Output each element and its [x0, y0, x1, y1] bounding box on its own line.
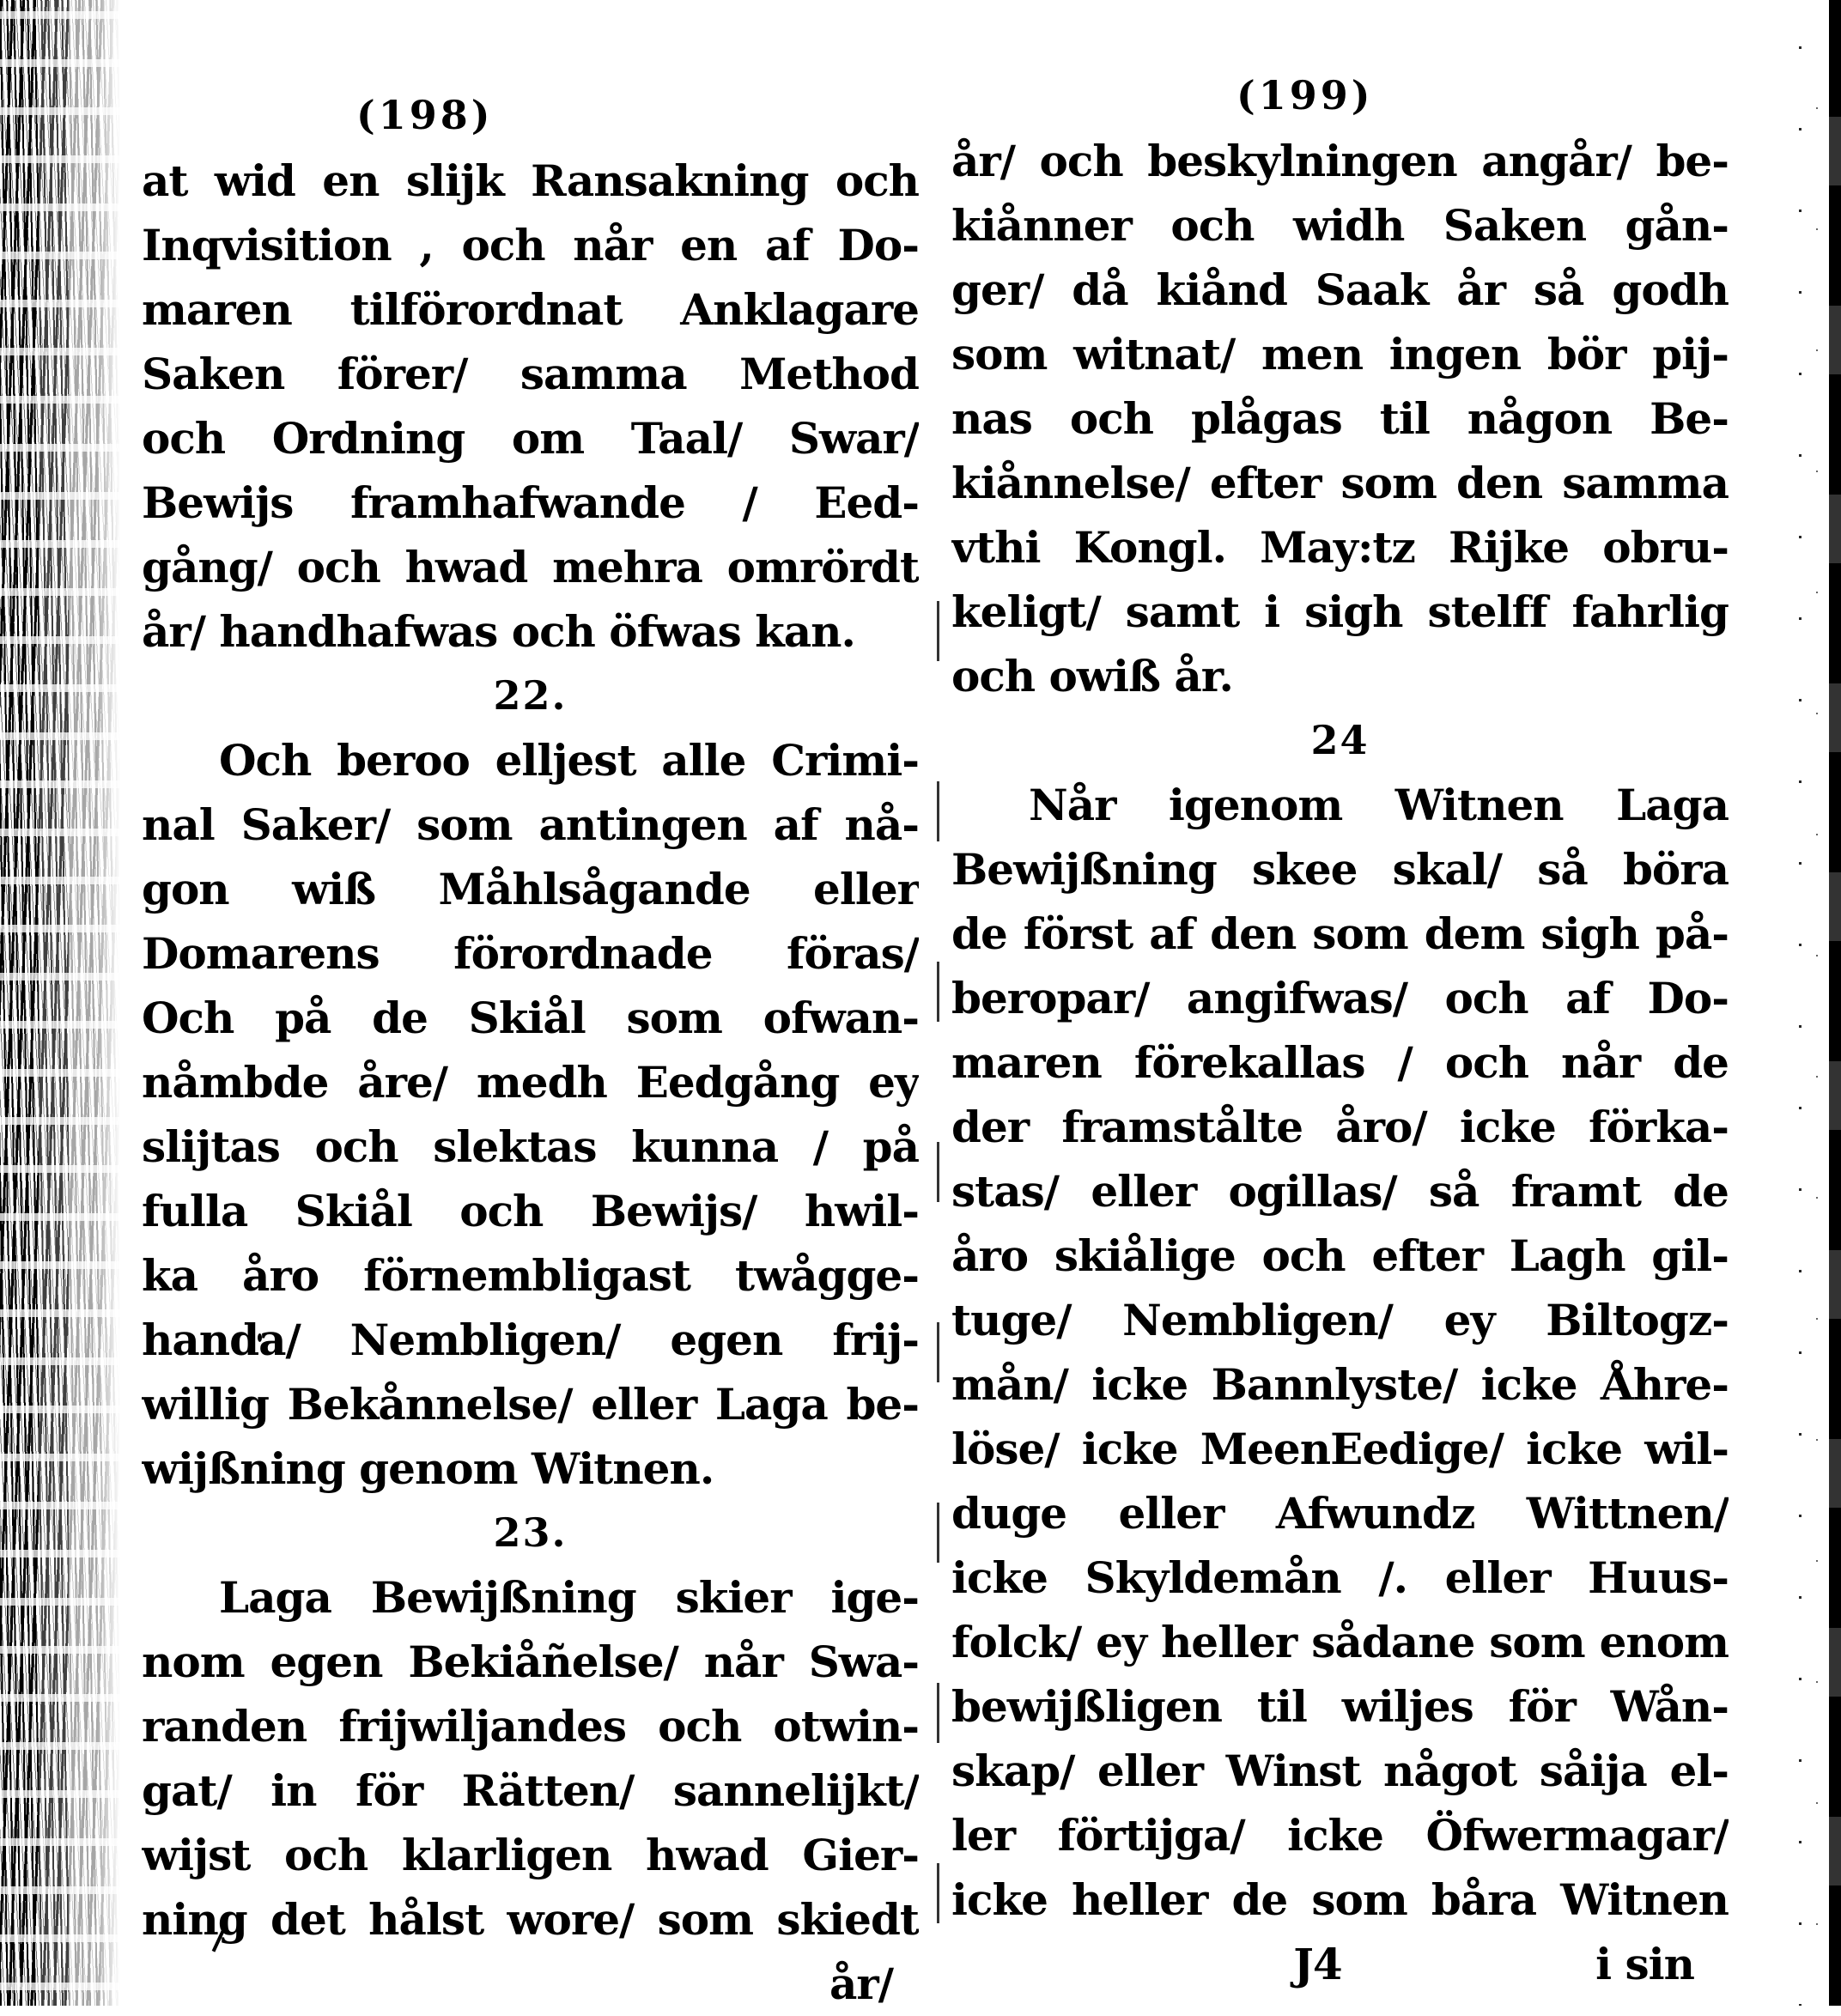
text-line: vthi Kongl. May:tz Rijke obru-	[951, 522, 1729, 573]
text-line: icke heller de som båra Witnen	[951, 1874, 1729, 1925]
text-line: år/ handhafwas och öfwas kan.	[142, 606, 855, 657]
catchword-right: i sin	[1595, 1939, 1694, 1989]
text-line: wijst och klarligen hwad Gier-	[142, 1830, 919, 1880]
text-line: Bewijßning skee skal/ så böra	[951, 844, 1729, 895]
scan-streak-right-edge	[1829, 0, 1841, 2006]
page-199	[951, 62, 1729, 1996]
text-line: ger/ då kiånd Saak år så godh	[951, 264, 1729, 315]
text-line: ka åro förnembligast twågge-	[142, 1250, 919, 1301]
text-line: beropar/ angifwas/ och af Do-	[951, 973, 1729, 1023]
text-line: som witnat/ men ingen bör pij-	[951, 329, 1729, 380]
text-line: maren förekallas / och når de	[951, 1037, 1729, 1088]
text-line: och Ordning om Taal/ Swar/	[142, 413, 919, 464]
text-line: nas och plågas til någon Be-	[951, 393, 1729, 444]
text-line: nåmbde åre/ medh Eedgång ey	[142, 1057, 919, 1108]
page-number-right: (199)	[1236, 72, 1374, 118]
text-line: stas/ eller ogillas/ så framt de	[951, 1166, 1729, 1217]
text-line: kiånner och widh Saken gån-	[951, 200, 1729, 251]
signature-row	[951, 1932, 1729, 1996]
text-line: bewijßligen til wiljes för Wån-	[951, 1681, 1729, 1732]
text-line: Når igenom Witnen Laga	[1029, 780, 1729, 830]
text-line: tuge/ Nembligen/ ey Biltogz-	[951, 1295, 1729, 1345]
text-line: wijßning genom Witnen.	[142, 1443, 714, 1494]
text-column-right	[951, 129, 1729, 1932]
text-line: Laga Bewijßning skier ige-	[219, 1572, 919, 1623]
text-line: gon wiß Måhlsågande eller	[142, 864, 919, 914]
signature-mark: J4	[1293, 1939, 1342, 1989]
text-line: mån/ icke Bannlyste/ icke Åhre-	[951, 1359, 1729, 1410]
binding-noise-left	[0, 0, 120, 2006]
text-line: gat/ in för Rätten/ sannelijkt/	[142, 1765, 919, 1816]
text-line: kiånnelse/ efter som den samma	[951, 458, 1729, 508]
text-line: löse/ icke MeenEedige/ icke wil-	[951, 1424, 1729, 1474]
text-line: duge eller Afwundz Wittnen/	[951, 1488, 1729, 1539]
catchword-left: år/	[829, 1958, 893, 2009]
text-line: nom egen Bekiåñelse/ når Swa-	[142, 1636, 919, 1687]
text-line: ning det hålst wore/ som skiedt	[142, 1894, 919, 1945]
text-line: randen frijwiljandes och otwin-	[142, 1701, 919, 1752]
text-line: skap/ eller Winst något såija el-	[951, 1746, 1729, 1796]
text-line: Och beroo elljest alle Crimi-	[219, 735, 919, 786]
page-198	[142, 82, 919, 2016]
text-line: keligt/ samt i sigh stelff fahrlig	[951, 586, 1729, 637]
scan-noise-right	[1789, 0, 1827, 2006]
text-line: 24	[1310, 717, 1370, 763]
text-column-left	[142, 149, 919, 1952]
text-line: Inqvisition , och når en af Do-	[142, 220, 919, 270]
text-line: nal Saker/ som antingen af nå-	[142, 799, 919, 850]
text-line: år/ och beskylningen angår/ be-	[951, 136, 1729, 186]
text-line: ler förtijga/ icke Öfwermagar/	[951, 1810, 1729, 1861]
text-line: willig Bekånnelse/ eller Laga be-	[142, 1379, 919, 1430]
text-line: slijtas och slektas kunna / på	[142, 1121, 919, 1172]
text-line: Saken förer/ samma Method	[142, 349, 919, 399]
text-line: gång/ och hwad mehra omrördt	[142, 542, 919, 592]
text-line: åro skiålige och efter Lagh gil-	[951, 1230, 1729, 1281]
text-line: Domarens förordnade föras/	[142, 928, 919, 979]
text-line: 22.	[493, 672, 568, 719]
text-line: maren tilförordnat Anklagare	[142, 284, 919, 335]
text-line: och owiß år.	[951, 651, 1233, 701]
text-line: fulla Skiål och Bewijs/ hwil-	[142, 1186, 919, 1236]
text-line: Bewijs framhafwande / Eed-	[142, 477, 919, 528]
text-line: de först af den som dem sigh på-	[951, 908, 1729, 959]
text-line: 23.	[493, 1509, 568, 1556]
text-line: der framstålte åro/ icke förka-	[951, 1102, 1729, 1152]
text-line: handa/ Nembligen/ egen frij-	[142, 1315, 919, 1365]
column-divider-rule	[937, 481, 939, 1923]
text-line: icke Skyldemån /. eller Huus-	[951, 1552, 1729, 1603]
page-number-left: (198)	[356, 92, 494, 138]
text-line: at wid en slijk Ransakning och	[142, 155, 919, 206]
text-line: folck/ ey heller sådane som enom	[951, 1617, 1729, 1667]
text-line: Och på de Skiål som ofwan-	[142, 993, 919, 1043]
